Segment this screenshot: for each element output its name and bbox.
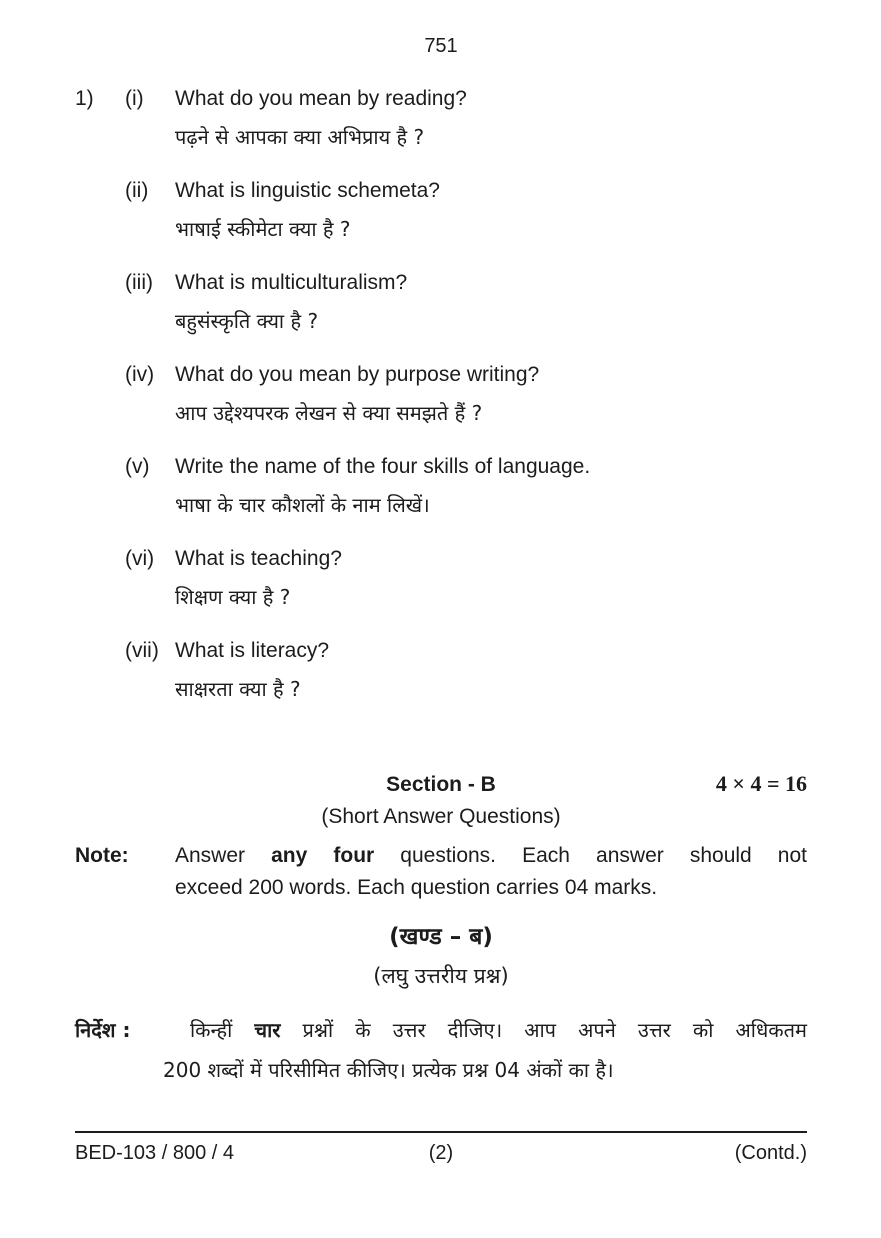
question-text-hi: साक्षरता क्या है ?	[175, 677, 301, 701]
roman-label: (iii)	[125, 271, 153, 294]
question-text-en: What do you mean by purpose writing?	[175, 363, 540, 386]
roman-label: (i)	[125, 87, 144, 110]
question-item	[75, 172, 807, 248]
roman-label: (vii)	[125, 639, 159, 662]
question-text-hi: शिक्षण क्या है ?	[175, 585, 291, 609]
roman-label: (v)	[125, 455, 150, 478]
question-item	[75, 632, 807, 708]
question-item	[75, 540, 807, 616]
question-item	[75, 356, 807, 432]
section-b-heading	[75, 770, 807, 800]
note-text-line1: Answer any four questions. Each answer should not	[175, 844, 807, 867]
hindi-section-subtitle: (लघु उत्तरीय प्रश्न)	[373, 964, 509, 988]
hindi-note-block	[75, 1010, 807, 1090]
question-item	[75, 264, 807, 340]
question-group	[75, 80, 807, 708]
question-text-en: Write the name of the four skills of language.	[175, 455, 591, 478]
page-top-number: 751	[424, 35, 458, 57]
note-bold-phrase: any four	[271, 844, 375, 867]
roman-label: (ii)	[125, 179, 149, 202]
note-block	[75, 840, 807, 904]
question-text-en: What is literacy?	[175, 639, 330, 662]
hindi-note-bold-phrase: चार	[254, 1018, 281, 1042]
question-text-hi: पढ़ने से आपका क्या अभिप्राय है ?	[175, 125, 425, 149]
hindi-note-line1: किन्हीं चार प्रश्नों के उत्तर दीजिए। आप अपने उत्तर को अधिकतम	[190, 1018, 807, 1042]
hindi-note-line2: 200 शब्दों में परिसीमित कीजिए। प्रत्येक प्रश्न 04 अंकों का है।	[163, 1058, 614, 1082]
section-b-marks: 4 × 4 = 16	[715, 771, 807, 796]
hindi-section-title: (खण्ड – ब)	[389, 924, 493, 950]
question-text-hi: भाषा के चार कौशलों के नाम लिखें।	[175, 493, 430, 517]
question-text-en: What is linguistic schemeta?	[175, 179, 440, 202]
page-footer	[75, 1131, 807, 1165]
question-text-en: What is teaching?	[175, 547, 342, 570]
question-text-en: What do you mean by reading?	[175, 87, 467, 110]
question-text-en: What is multiculturalism?	[175, 271, 408, 294]
question-item	[75, 448, 807, 524]
hindi-note-label: निर्देश :	[75, 1018, 131, 1042]
section-b-title: Section - B	[386, 773, 496, 796]
roman-label: (vi)	[125, 547, 155, 570]
footer-paper-code: BED-103 / 800 / 4	[75, 1142, 234, 1164]
note-text-line2: exceed 200 words. Each question carries 04 marks.	[175, 876, 658, 899]
footer-page-number: (2)	[428, 1142, 454, 1164]
roman-label: (iv)	[125, 363, 155, 386]
question-item	[75, 80, 807, 156]
section-b-subtitle: (Short Answer Questions)	[321, 805, 561, 828]
question-number: 1)	[75, 87, 94, 110]
question-text-hi: बहुसंस्कृति क्या है ?	[175, 309, 319, 333]
question-text-hi: भाषाई स्कीमेटा क्या है ?	[175, 217, 351, 241]
note-label: Note:	[75, 844, 129, 867]
question-text-hi: आप उद्देश्यपरक लेखन से क्या समझते हैं ?	[175, 401, 483, 425]
footer-contd: (Contd.)	[734, 1142, 807, 1164]
